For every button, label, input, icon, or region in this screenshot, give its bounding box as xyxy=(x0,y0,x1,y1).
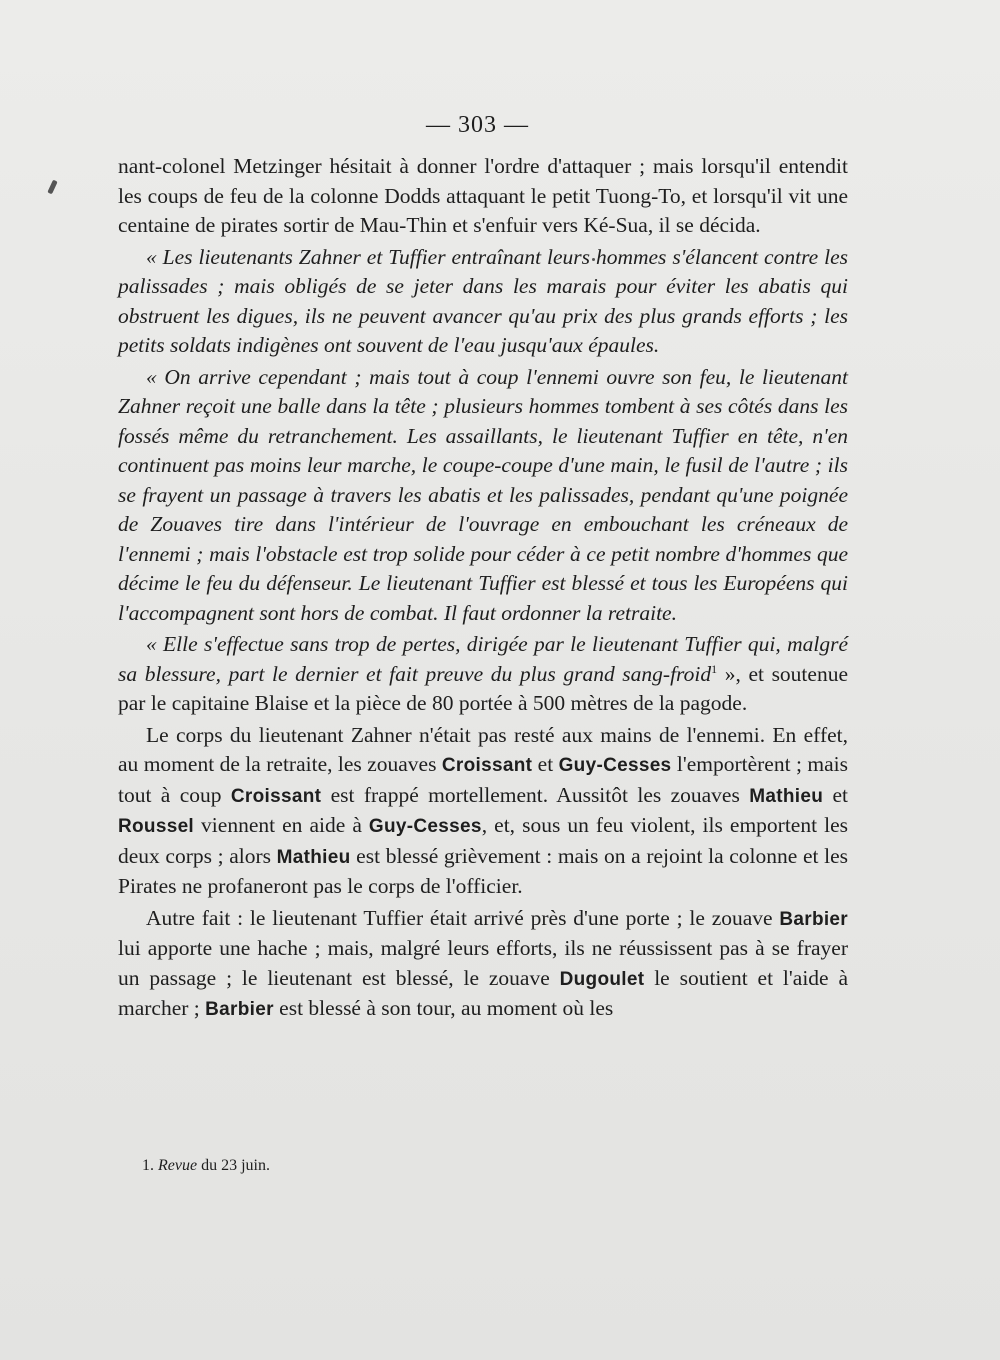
quote-close: », xyxy=(717,661,741,686)
text-run: Le corps du lieutenant Zahner n'était pas resté aux mains de l'ennemi. En effet, au moment de la retraite, les zouaves xyxy=(118,722,848,776)
text-run: le soutient et l'aide à marcher ; xyxy=(118,965,848,1020)
paragraph-6 xyxy=(118,904,848,1025)
quote-text: « Elle s'effectue sans trop de pertes, dirigée par le lieutenant Tuffier qui, malgré sa blessure, part le dernier et fait preuve du plus grand sang-froid xyxy=(118,632,848,686)
text-run: l'emportèrent ; mais tout à coup xyxy=(118,752,848,807)
text-run: Autre fait : le lieutenant Tuffier était arrivé près d'une porte ; le zouave xyxy=(146,905,780,930)
paragraph-4-rest: et soutenue par le capitaine Blaise et la pièce de 80 portée à 500 mètres de la pagode. xyxy=(118,661,848,715)
paragraph-1: nant-colonel Metzinger hésitait à donner l'ordre d'attaquer ; mais lorsqu'il entendit les coups de feu de la colonne Dodds attaquant le petit Tuong-To, et lorsqu'il vit une centaine de pirates sortir de Mau-Thin et s'enfuir vers Ké-Sua, il se décida. xyxy=(118,154,848,237)
soldier-name: Croissant xyxy=(441,755,533,776)
ink-speck xyxy=(47,180,57,195)
footnote-ref: 1 xyxy=(711,661,718,676)
text-run: et xyxy=(532,752,559,776)
text-run: est blessé grièvement : mais on a rejoint la colonne et les Pirates ne profaneront pas le corps de l'officier. xyxy=(118,843,848,898)
paragraph-4 xyxy=(118,630,848,719)
text-run: , et, sous un feu violent, ils emportent les deux corps ; alors xyxy=(118,813,848,868)
soldier-name: Mathieu xyxy=(749,785,824,807)
text-run: et xyxy=(823,782,848,807)
footnote-title: Revue xyxy=(158,1157,198,1174)
text-run: lui apporte une hache ; mais, malgré leurs efforts, ils ne réussissent pas à se frayer un passage ; le lieutenant est blessé, le zouave xyxy=(118,936,848,990)
page-number: — 303 — xyxy=(426,112,529,138)
footnote-text: du 23 juin. xyxy=(197,1157,270,1174)
footnote xyxy=(142,1157,842,1175)
soldier-name: Croissant xyxy=(230,785,322,807)
soldier-name: Dugoulet xyxy=(559,968,645,990)
soldier-name: Barbier xyxy=(205,999,274,1020)
text-run: viennent en aide à xyxy=(194,813,369,837)
paragraph-3: « On arrive cependant ; mais tout à coup l'ennemi ouvre son feu, le lieutenant Zahner reçoit une balle dans la tête ; plusieurs hommes tombent à ses côtés dans les fossés même du retranchement. Les assaillants, le lieutenant Tuffier en tête, n'en continuent pas moins leur marche, le coupe-coupe d'une main, le fusil de l'autre ; ils se frayent un passage à travers les abatis et les palissades, pendant qu'une poignée de Zouaves tire dans l'intérieur de l'ouvrage en embouchant les créneaux de l'ennemi ; mais l'obstacle est trop solide pour céder à ce petit nombre d'hommes que décime le feu du défenseur. Le lieutenant Tuffier est blessé et tous les Européens qui l'accompagnent sont hors de combat. Il faut ordonner la retraite. xyxy=(118,364,848,625)
footnote-number: 1. xyxy=(142,1157,154,1174)
paragraph-2: « Les lieutenants Zahner et Tuffier entraînant leurs hommes s'élancent contre les palissades ; mais obligés de se jeter dans les marais pour éviter les abatis qui obstruent les digues, ils ne peuvent avancer qu'au prix des plus grands efforts ; les petits soldats indigènes ont souvent de l'eau jusqu'aux épaules. xyxy=(118,244,848,357)
text-run: est blessé à son tour, au moment où les xyxy=(273,996,614,1020)
soldier-name: Barbier xyxy=(779,908,848,930)
text-run: est frappé mortellement. Aussitôt les zouaves xyxy=(321,782,750,807)
soldier-name: Mathieu xyxy=(276,846,351,868)
paragraph-5 xyxy=(118,721,848,902)
soldier-name: Guy-Cesses xyxy=(558,755,672,776)
soldier-name: Roussel xyxy=(118,816,195,837)
body-text xyxy=(118,152,848,1025)
soldier-name: Guy-Cesses xyxy=(368,816,482,837)
